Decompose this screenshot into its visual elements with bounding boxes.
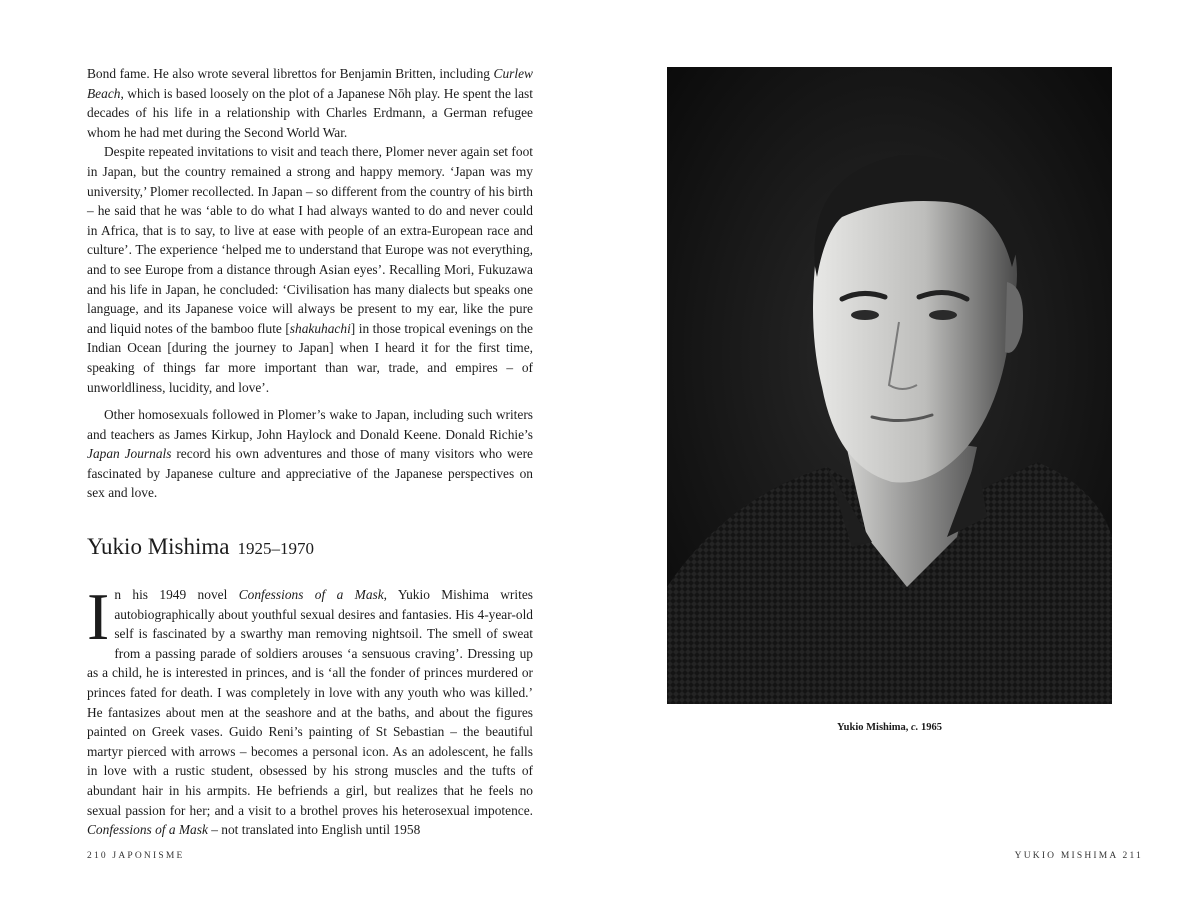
paragraph-3: Other homosexuals followed in Plomer’s wake to Japan, including such writers and teachers as James Kirkup, John Haylock and Donald Keene. Donald Richie’s Japan Journals record his own adventures and those of many visitors who were fascinated by Japanese culture and appreciative of the Japanese perspectives on sex and love.	[87, 407, 533, 501]
folio-left: 210 JAPONISME	[87, 851, 185, 861]
portrait-image	[667, 67, 1112, 704]
folio-right: YUKIO MISHIMA 211	[1014, 851, 1143, 861]
paragraph-2: Despite repeated invitations to visit and teach there, Plomer never again set foot in Japan, but the country remained a strong and happy memory. ‘Japan was my university,’ Plomer recollected. In Japan – so different from the country of his birth – he said that he was ‘able to do what I had always wanted to do and never could in Africa, that is to say, to live at ease with people of an extra-European race and culture’. The experience ‘helped me to understand that Europe was not everything, and to see Europe from a distance through Asian eyes’. Recalling Mori, Fukuzawa and his life in Japan, he concluded: ‘Civilisation has many dialects but speaks one language, and its Japanese voice will always be present to my ear, like the pure and liquid notes of the bamboo flute [shakuhachi] in those tropical evenings on the Indian Ocean [during the journey to Japan] when I heard it for the first time, speaking of things far more important than war, trade, and empires – of unworldliness, lucidity, and love’.	[87, 144, 533, 395]
portrait-photo	[667, 67, 1112, 704]
paragraph-1: Bond fame. He also wrote several librettos for Benjamin Britten, including Curlew Beach, which is based loosely on the plot of a Japanese Nōh play. He spent the last decades of his life in a relationship with Charles Erdmann, a German refugee whom he had met during the Second World War.	[87, 66, 533, 140]
photo-caption: Yukio Mishima, c. 1965	[837, 722, 942, 733]
italic-title-confessions-1: Confessions of a Mask	[238, 587, 384, 603]
section-heading	[87, 533, 533, 563]
italic-title-curlew-beach: Curlew Beach	[87, 66, 533, 101]
italic-title-japan-journals: Japan Journals	[87, 446, 172, 462]
paragraph-4: In his 1949 novel Confessions of a Mask, Yukio Mishima writes autobiographically about youthful sexual desires and fantasies. His 4-year-old self is fascinated by a swarthy man removing nightsoil. The smell of sweat from a passing parade of soldiers arouses ‘a sensuous craving’. Dressing up as a child, he is interested in princes, and is ‘all the fonder of princes murdered or princes fated for death. I was completely in love with any youth who was killed.’ He fantasizes about men at the seashore and at the baths, and about the figures painted on Greek vases. Guido Reni’s painting of St Sebastian – the beautiful martyr pierced with arrows – becomes a personal icon. As an adolescent, he falls in love with a rustic student, obsessed by his strong muscles and the tufts of abundant hair in his armpits. He befriends a girl, but realizes that he feels no sexual passion for her; and a visit to a brothel proves his heterosexual impotence. Confessions of a Mask – not translated into English until 1958	[87, 580, 533, 838]
italic-title-confessions-2: Confessions of a Mask	[87, 822, 208, 838]
heading-years: 1925–1970	[237, 539, 314, 559]
right-page	[600, 0, 1200, 904]
body-text-column	[87, 64, 533, 840]
heading-name: Yukio Mishima	[87, 534, 230, 560]
drop-cap: I	[87, 580, 110, 655]
italic-term-shakuhachi: shakuhachi	[289, 320, 351, 336]
